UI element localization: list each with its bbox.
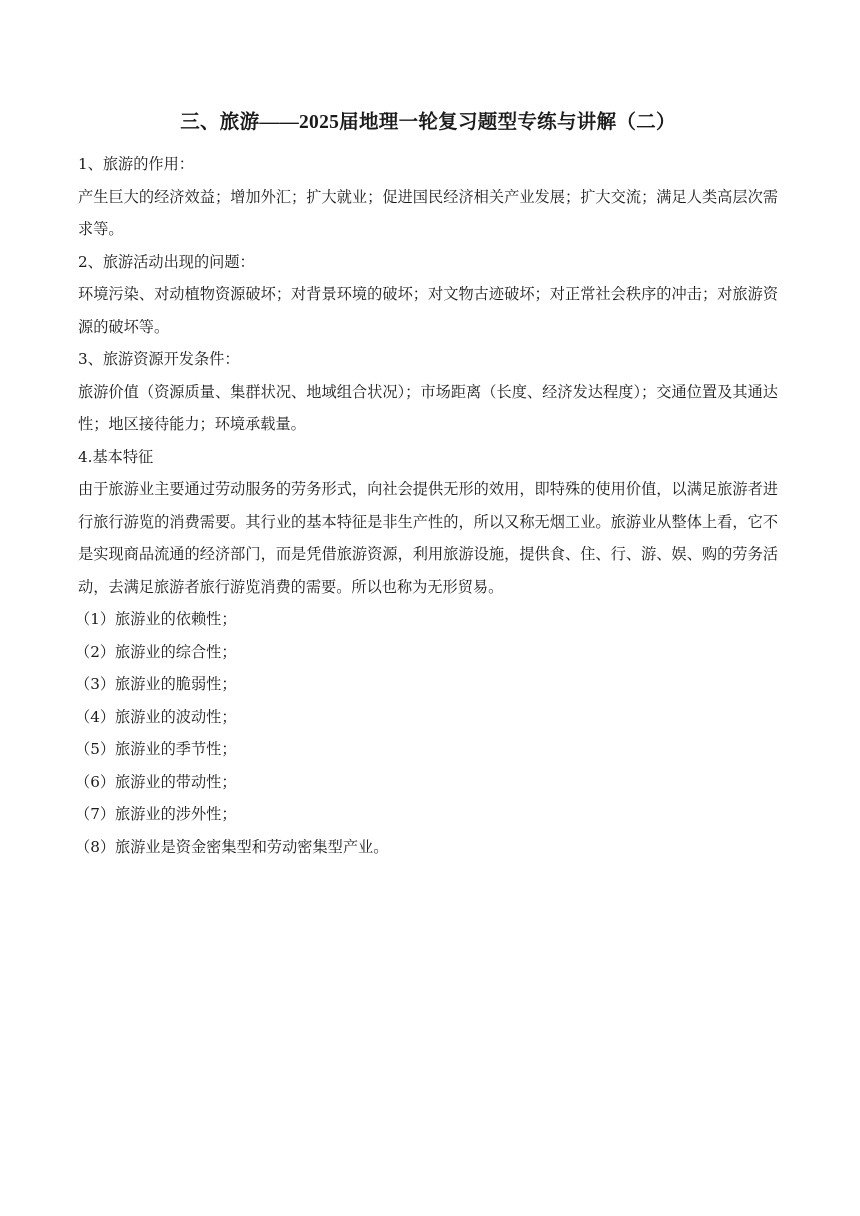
list-item: （4）旅游业的波动性； (75, 707, 237, 726)
section-basic-features (75, 441, 778, 864)
section-body: 产生巨大的经济效益；增加外汇；扩大就业；促进国民经济相关产业发展；扩大交流；满足人类高层次需求等。 (78, 187, 778, 238)
section-body: 由于旅游业主要通过劳动服务的劳务形式，向社会提供无形的效用，即特殊的使用价值，以满足旅游者进行旅行游览的消费需要。其行业的基本特征是非生产性的，所以又称无烟工业。旅游业从整体上看，它不是实现商品流通的经济部门，而是凭借旅游资源，利用旅游设施，提供食、住、行、游、娱、购的劳务活动，去满足旅游者旅行游览消费的需要。所以也称为无形贸易。 (78, 480, 778, 596)
list-item: （6）旅游业的带动性； (75, 772, 237, 791)
section-heading: 4.基本特征 (78, 447, 154, 466)
section-body: 环境污染、对动植物资源破坏；对背景环境的破坏；对文物古迹破坏；对正常社会秩序的冲击；对旅游资源的破坏等。 (78, 285, 778, 336)
section-heading: 3、旅游资源开发条件： (78, 350, 240, 368)
section-development-conditions (78, 343, 778, 441)
list-item: （3）旅游业的脆弱性； (75, 675, 237, 693)
section-tourism-problems (78, 246, 778, 344)
page-title: 三、旅游——2025届地理一轮复习题型专练与讲解（二） (180, 112, 676, 133)
section-heading: 1、旅游的作用： (78, 155, 194, 173)
section-tourism-effects (78, 148, 778, 246)
section-heading: 2、旅游活动出现的问题： (78, 252, 255, 271)
list-item: （8）旅游业是资金密集型和劳动密集型产业。 (75, 837, 389, 856)
list-item: （7）旅游业的涉外性； (75, 805, 237, 823)
section-body: 旅游价值（资源质量、集群状况、地域组合状况）；市场距离（长度、经济发达程度）；交通位置及其通达性；地区接待能力；环境承载量。 (78, 382, 778, 433)
feature-list (75, 603, 778, 863)
list-item: （2）旅游业的综合性； (75, 642, 237, 661)
list-item: （5）旅游业的季节性； (75, 740, 237, 758)
list-item: （1）旅游业的依赖性； (75, 610, 237, 628)
